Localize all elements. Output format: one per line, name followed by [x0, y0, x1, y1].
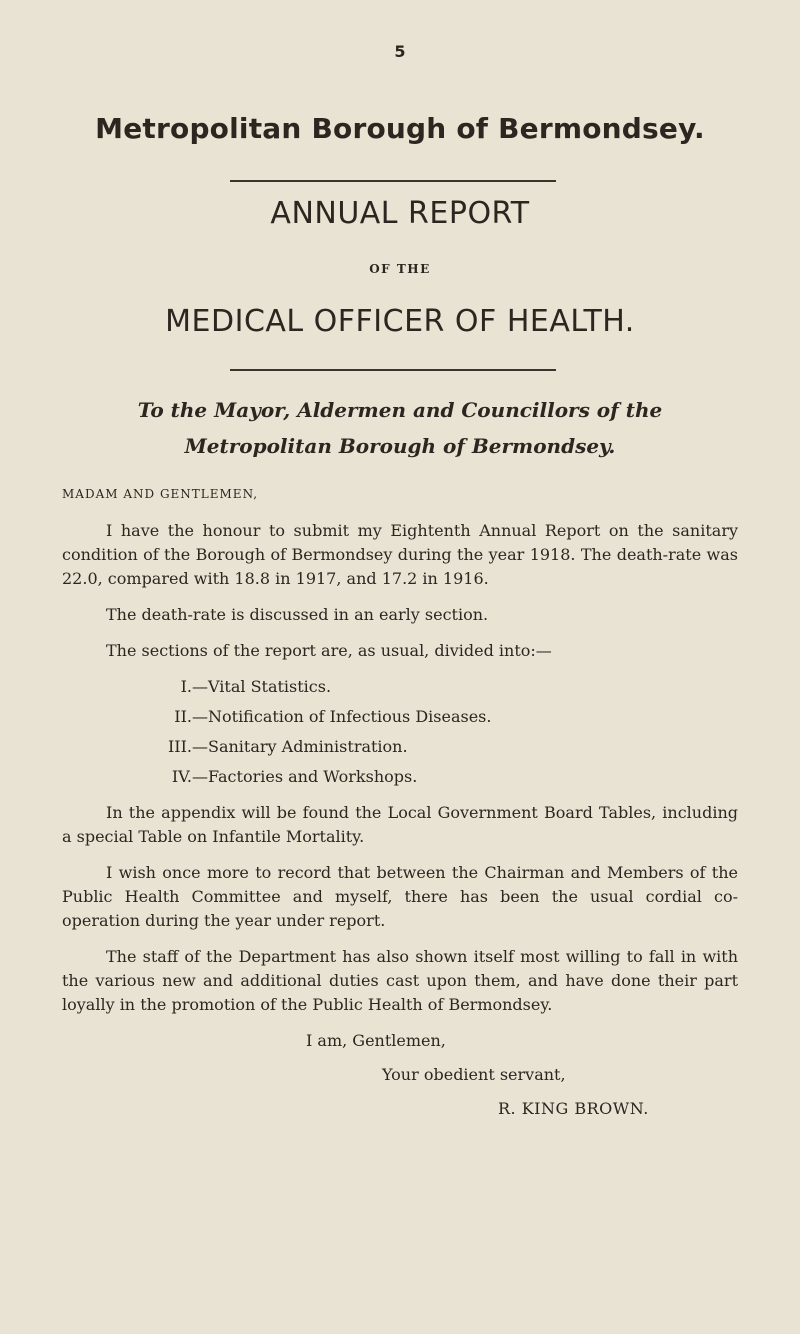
intro-paragraph: I have the honour to submit my Eightenth Annual Report on the sanitary condition of the Borough of Bermondsey during the year 1918. The death-rate was 22.0, compared with 18.8 in 1917, and 17.2 in 1916. [62, 521, 738, 588]
list-item: IV.—Factories and Workshops. [171, 767, 418, 786]
address-block [0, 392, 800, 464]
officer-title: MEDICAL OFFICER OF HEALTH. [165, 304, 635, 339]
salutation: MADAM AND GENTLEMEN, [62, 487, 259, 501]
closing-line-2: Your obedient servant, [382, 1065, 566, 1084]
closing-block [62, 1029, 738, 1121]
sections-intro-paragraph: The sections of the report are, as usual, divided into:— [106, 641, 552, 660]
address-line-1: To the Mayor, Aldermen and Councillors of the [137, 398, 663, 422]
death-rate-paragraph: The death-rate is discussed in an early section. [106, 605, 489, 624]
list-item: III.—Sanitary Administration. [167, 737, 408, 756]
page-number: 5 [394, 42, 406, 61]
title-divider-bottom [230, 369, 556, 371]
report-title: ANNUAL REPORT [270, 196, 530, 231]
closing-line-1: I am, Gentlemen, [306, 1031, 446, 1050]
of-the-label: OF THE [369, 262, 431, 276]
borough-title: Metropolitan Borough of Bermondsey. [95, 112, 705, 145]
staff-paragraph: The staff of the Department has also shown itself most willing to fall in with the various new and additional duties cast upon them, and have done their part loyally in the promotion of the Public Health of Bermondsey. [62, 947, 738, 1014]
appendix-paragraph: In the appendix will be found the Local Government Board Tables, including a special Table on Infantile Mortality. [62, 803, 738, 846]
cooperation-paragraph: I wish once more to record that between the Chairman and Members of the Public Health Committee and myself, there has been the usual cordial co-operation during the year under report. [62, 863, 738, 930]
signature: R. KING BROWN. [498, 1099, 649, 1118]
title-divider-top [230, 180, 556, 182]
address-line-2: Metropolitan Borough of Bermondsey. [184, 434, 616, 458]
sections-list [62, 675, 738, 789]
letter-body [62, 482, 738, 1121]
list-item: II.—Notification of Infectious Diseases. [174, 707, 492, 726]
list-item: I.—Vital Statistics. [180, 677, 332, 696]
